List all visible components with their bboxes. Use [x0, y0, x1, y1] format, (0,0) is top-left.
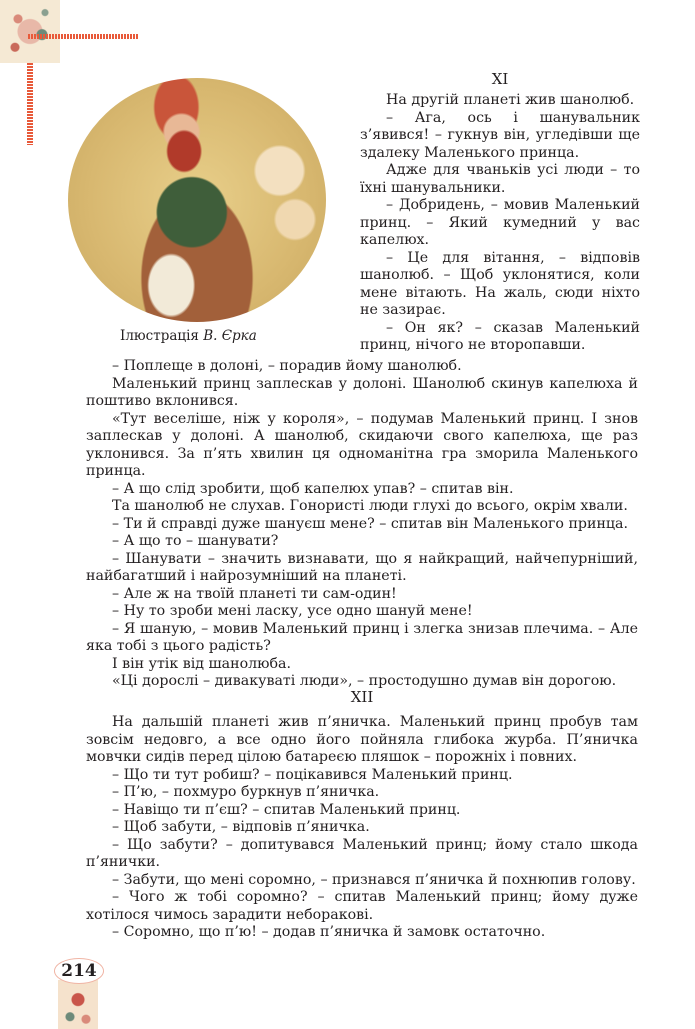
- decorative-ornament-bottom: [58, 980, 98, 1029]
- paragraph: – П’ю, – похмуро буркнув п’яничка.: [112, 784, 380, 800]
- paragraph: «Ці дорослі – дивакуваті люди», – простодушно думав він дорогою.: [112, 673, 617, 689]
- illustration-caption: [120, 328, 257, 344]
- paragraph: – Ага, ось і шанувальник з’явився! – гукнув він, угледівши ще здалеку Маленького принца.: [360, 109, 640, 161]
- decorative-ornament-corner: [0, 0, 60, 63]
- chapter-heading-xi: XI: [491, 70, 509, 88]
- paragraph: – Добридень, – мовив Маленький принц. – Який кумедний у вас капелюх.: [360, 197, 640, 248]
- paragraph: На дальшій планеті жив п’яничка. Маленький принц пробув там зовсім недовго, а все одно його пойняла глибока журба. П’яничка мовчки сидів перед цілою батареєю пляшок – порожніх і повних.: [86, 714, 638, 765]
- chapter-xi-full-text: [86, 358, 638, 691]
- page-number: 214: [54, 958, 104, 984]
- decorative-dotted-line-vertical: [27, 63, 33, 145]
- paragraph: – Що забути? – допитувався Маленький принц; йому стало шкода п’янички.: [86, 836, 638, 870]
- paragraph: – Он як? – сказав Маленький принц, нічого не второпавши.: [360, 319, 640, 353]
- decorative-dotted-line-horizontal: [28, 34, 138, 39]
- paragraph: – Шанувати – значить визнавати, що я найкращий, найчепурніший, найбагатший і найрозумніший на планеті.: [86, 550, 638, 584]
- paragraph: – Соромно, що п’ю! – додав п’яничка й замовк остаточно.: [112, 924, 546, 940]
- paragraph: – Це для вітання, – відповів шанолюб. – Щоб уклонятися, коли мене вітають. На жаль, сюди ніхто не зазирає.: [360, 249, 640, 318]
- chapter-xi-column-text: [360, 92, 640, 355]
- caption-author: В. Єрка: [203, 328, 257, 344]
- paragraph: – Забути, що мені соромно, – признався п’яничка й похнюпив голову.: [112, 871, 636, 888]
- chapter-xii-text: [86, 714, 638, 942]
- paragraph: – А що слід зробити, щоб капелюх упав? – спитав він.: [112, 480, 514, 497]
- illustration-vain-man: [68, 78, 326, 322]
- paragraph: – А що то – шанувати?: [112, 533, 279, 549]
- paragraph: Та шанолюб не слухав. Гонористі люди глухі до всього, окрім хвали.: [112, 498, 628, 514]
- paragraph: На другій планеті жив шанолюб.: [386, 92, 635, 108]
- paragraph: Адже для чваньків усі люди – то їхні шанувальники.: [360, 162, 640, 196]
- paragraph: – Щоб забути, – відповів п’яничка.: [112, 819, 370, 835]
- caption-prefix: Ілюстрація: [120, 328, 199, 344]
- paragraph: «Тут веселіше, ніж у короля», – подумав Маленький принц. І знов заплескав у долоні. А шанолюб, скидаючи свого капелюха, ще раз уклонився. За п’ять хвилин ця одноманітна гра зморила Маленького принца.: [86, 410, 638, 479]
- paragraph: І він утік від шанолюба.: [112, 655, 292, 672]
- paragraph: – Чого ж тобі соромно? – спитав Маленький принц; йому дуже хотілося чимось зарадити неборакові.: [86, 889, 638, 923]
- paragraph: – Ну то зроби мені ласку, усе одно шануй мене!: [112, 603, 473, 619]
- chapter-heading-xii: XII: [350, 688, 374, 706]
- paragraph: Маленький принц заплескав у долоні. Шанолюб скинув капелюха й поштиво вклонився.: [86, 375, 638, 409]
- paragraph: – Поплеще в долоні, – порадив йому шанолюб.: [112, 358, 462, 374]
- paragraph: – Я шаную, – мовив Маленький принц і злегка знизав плечима. – Але яка тобі з цього радість?: [86, 620, 638, 654]
- paragraph: – Ти й справді дуже шануєш мене? – спитав він Маленького принца.: [112, 515, 629, 532]
- paragraph: – Навіщо ти п’єш? – спитав Маленький принц.: [112, 801, 461, 818]
- paragraph: – Але ж на твоїй планеті ти сам-один!: [112, 585, 397, 602]
- paragraph: – Що ти тут робиш? – поцікавився Маленький принц.: [112, 766, 513, 783]
